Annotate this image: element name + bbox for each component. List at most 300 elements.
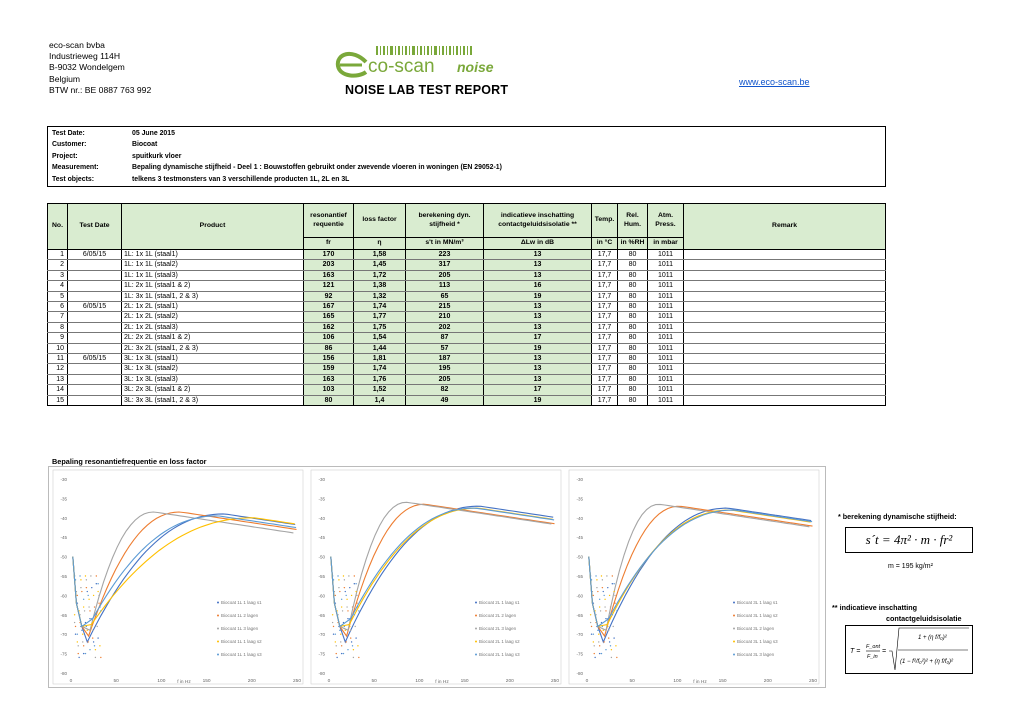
table-row [48,354,886,364]
cell-resonance: 92 [304,291,354,301]
scatter-point [89,649,90,650]
cell-stiffness: 65 [406,291,484,301]
y-tick-label: -45 [576,535,583,541]
scatter-point [616,657,617,658]
scatter-point [75,634,76,635]
scatter-point [92,637,93,638]
isolation-note-subtitle: contactgeluidsisolatie [886,614,962,623]
cell-no: 3 [48,270,68,280]
scatter-point [594,645,595,646]
legend-entry: Biocoat 1L 1 laag s2 [221,639,262,644]
scatter-point [349,626,350,627]
cell-resonance: 121 [304,281,354,291]
scatter-point [591,579,592,580]
svg-text:(1 − f²/f₀²)² + (η f/f₀)²: (1 − f²/f₀²)² + (η f/f₀)² [900,659,954,665]
scatter-point [93,595,94,596]
scatter-point [346,606,347,607]
scatter-point [78,645,79,646]
chart-frame [569,470,819,684]
cell-isolation: 17 [484,385,592,395]
cell-product: 2L: 1x 2L (staal1) [122,302,304,312]
cell-resonance: 86 [304,343,354,353]
info-label: Customer: [52,141,87,149]
cell-humidity: 80 [618,374,648,384]
cell-pressure: 1011 [648,281,684,291]
scatter-point [336,645,337,646]
scatter-point [94,645,95,646]
scatter-point [355,591,356,592]
scatter-point [93,641,94,642]
cell-humidity: 80 [618,281,648,291]
scatter-point [344,626,345,627]
header-stiffness: berekening dyn. stijfheid * [406,204,484,238]
cell-remark [684,395,886,405]
cell-humidity: 80 [618,291,648,301]
cell-date [68,312,122,322]
scatter-point [607,618,608,619]
company-street: Industrieweg 114H [49,51,121,62]
scatter-point [591,626,592,627]
cell-isolation: 17 [484,333,592,343]
scatter-point [96,575,97,576]
y-tick-label: -45 [318,535,325,541]
cell-resonance: 163 [304,374,354,384]
scatter-point [347,649,348,650]
cell-stiffness: 82 [406,385,484,395]
y-tick-label: -40 [576,515,583,521]
table-row [48,343,886,353]
company-country: Belgium [49,73,81,84]
cell-resonance: 80 [304,395,354,405]
scatter-point [604,599,605,600]
cell-remark [684,250,886,260]
legend-marker [733,654,735,656]
cell-isolation: 13 [484,270,592,280]
scatter-point [97,583,98,584]
scatter-point [345,595,346,596]
header-fr-unit: fr [304,238,354,250]
scatter-point [603,641,604,642]
mass-value: m = 195 kg/m² [888,563,933,570]
scatter-point [609,641,610,642]
x-tick-label: 150 [460,679,469,684]
scatter-point [602,579,603,580]
legend-entry: Biocoat 3L 1 laag s2 [737,613,778,618]
header-pressure-unit: in mbar [648,238,684,250]
y-tick-label: -40 [318,515,325,521]
x-tick-label: 250 [292,679,302,684]
scatter-point [346,599,347,600]
y-tick-label: -30 [60,477,67,482]
scatter-point [345,630,346,631]
scatter-point [85,653,86,654]
scatter-point [590,622,591,623]
x-tick-label: 50 [113,679,119,684]
cell-humidity: 80 [618,260,648,270]
info-row [52,139,881,150]
cell-date: 6/05/15 [68,250,122,260]
cell-stiffness: 49 [406,395,484,405]
scatter-point [78,657,79,658]
cell-stiffness: 195 [406,364,484,374]
cell-isolation: 13 [484,302,592,312]
info-label: Test Date: [52,130,85,137]
logo-main-text: co-scan [368,56,435,77]
cell-pressure: 1011 [648,395,684,405]
scatter-point [333,626,334,627]
info-row [52,128,881,139]
cell-product: 3L: 3x 3L (staal1, 2 & 3) [122,395,304,405]
scatter-point [603,591,604,592]
cell-pressure: 1011 [648,260,684,270]
y-tick-label: -35 [60,496,67,502]
cell-product: 1L: 1x 1L (staal3) [122,270,304,280]
scatter-point [91,587,92,588]
info-value: 05 June 2015 [132,130,175,137]
svg-text:F_in: F_in [867,654,878,660]
cell-date [68,343,122,353]
legend-marker [475,628,477,630]
cell-humidity: 80 [618,395,648,405]
header-remark: Remark [684,204,886,250]
scatter-point [603,595,604,596]
cell-humidity: 80 [618,364,648,374]
cell-temp: 17,7 [592,364,618,374]
header-humidity: Rel. Hum. [618,204,648,238]
cell-pressure: 1011 [648,312,684,322]
legend-marker [217,628,219,630]
scatter-point [85,575,86,576]
x-tick-label: 50 [629,679,635,684]
scatter-point [608,637,609,638]
scatter-point [607,626,608,627]
cell-product: 3L: 1x 3L (staal3) [122,374,304,384]
cell-resonance: 170 [304,250,354,260]
logo-suffix-text: noise [457,59,494,75]
y-tick-label: -40 [60,515,67,521]
cell-isolation: 19 [484,343,592,353]
cell-resonance: 106 [304,333,354,343]
cell-loss-factor: 1,4 [354,395,406,405]
scatter-point [601,653,602,654]
scatter-point [605,649,606,650]
scatter-point [87,595,88,596]
scatter-point [84,610,85,611]
scatter-point [355,583,356,584]
cell-remark [684,364,886,374]
cell-humidity: 80 [618,302,648,312]
scatter-point [350,637,351,638]
scatter-point [95,657,96,658]
cell-date [68,260,122,270]
cell-temp: 17,7 [592,250,618,260]
cell-stiffness: 223 [406,250,484,260]
info-row [52,151,881,162]
table-row [48,250,886,260]
scatter-point [335,634,336,635]
cell-product: 3L: 1x 3L (staal1) [122,354,304,364]
cell-no: 4 [48,281,68,291]
info-row [52,162,881,173]
scatter-point [351,641,352,642]
y-tick-label: -80 [576,671,583,676]
header-no: No. [48,204,68,250]
svg-text:=: = [882,648,887,655]
cell-pressure: 1011 [648,374,684,384]
x-tick-label: 200 [505,679,514,684]
scatter-point [74,622,75,623]
chart-panel [311,470,561,685]
cell-loss-factor: 1,54 [354,333,406,343]
header-pressure: Atm. Press. [648,204,684,238]
scatter-point [332,622,333,623]
header-isolation: indicatieve inschatting contactgeluidsisolatie ** [484,204,592,238]
legend-marker [475,615,477,617]
cell-remark [684,312,886,322]
cell-pressure: 1011 [648,270,684,280]
x-tick-label: 200 [247,679,256,684]
isolation-note-title: ** indicatieve inschatting [832,603,918,612]
info-value: telkens 3 testmonsters van 3 verschillende producten 1L, 2L en 3L [132,175,350,183]
header-humidity-unit: in %RH [618,238,648,250]
legend-entry: Biocoat 2L 2 lagen [479,613,517,618]
y-tick-label: -70 [318,632,325,638]
y-tick-label: -65 [60,612,67,618]
legend-marker [733,628,735,630]
chart-frame [53,470,303,684]
scatter-point [607,587,608,588]
y-tick-label: -30 [576,477,583,482]
scatter-point [338,579,339,580]
scatter-point [357,645,358,646]
scatter-point [344,579,345,580]
legend-entry: Biocoat 3L 1 laag s3 [737,639,778,644]
cell-remark [684,281,886,291]
scatter-point [341,653,342,654]
y-tick-label: -80 [318,671,325,676]
cell-product: 1L: 1x 1L (staal1) [122,250,304,260]
cell-humidity: 80 [618,333,648,343]
cell-isolation: 13 [484,374,592,384]
scatter-point [90,575,91,576]
info-value: Biocoat [132,141,158,149]
cell-humidity: 80 [618,322,648,332]
scatter-point [602,587,603,588]
x-tick-label: 100 [157,679,166,684]
cell-date: 6/05/15 [68,302,122,312]
scatter-point [87,641,88,642]
scatter-point [87,591,88,592]
cell-product: 2L: 3x 2L (staal1, 2 & 3) [122,343,304,353]
scatter-point [353,657,354,658]
table-row [48,385,886,395]
scatter-point [335,641,336,642]
svg-text:T =: T = [850,648,861,655]
company-address [49,40,151,96]
header-temp-unit: in °C [592,238,618,250]
cell-isolation: 13 [484,260,592,270]
legend-entry: Biocoat 1L 1 laag s3 [221,652,262,657]
scatter-point [606,575,607,576]
scatter-point [333,579,334,580]
cell-isolation: 13 [484,312,592,322]
scatter-point [77,595,78,596]
scatter-point [83,645,84,646]
cell-remark [684,374,886,384]
info-value: spuitkurk vloer [132,152,182,160]
scatter-point [343,653,344,654]
cell-temp: 17,7 [592,291,618,301]
y-tick-label: -35 [318,496,325,502]
cell-remark [684,333,886,343]
cell-pressure: 1011 [648,354,684,364]
y-tick-label: -60 [576,593,583,599]
table-row [48,302,886,312]
cell-stiffness: 205 [406,270,484,280]
cell-pressure: 1011 [648,343,684,353]
cell-date [68,270,122,280]
table-row [48,322,886,332]
cell-no: 2 [48,260,68,270]
x-tick-label: 250 [808,679,818,684]
scatter-point [352,645,353,646]
cell-date [68,281,122,291]
cell-loss-factor: 1,76 [354,374,406,384]
scatter-point [344,587,345,588]
legend-entry: Biocoat 1L 3 lagen [221,626,259,631]
scatter-point [341,606,342,607]
legend-entry: Biocoat 2L 3 lagen [479,626,517,631]
legend-marker [217,602,219,604]
scatter-point [75,579,76,580]
header-stiffness-unit: s't in MN/m³ [406,238,484,250]
scatter-point [354,583,355,584]
legend-entry: Biocoat 1L 1 laag s1 [221,600,262,605]
header-resonance: resonantief requentie [304,204,354,238]
results-body [48,250,886,406]
cell-product: 1L: 2x 1L (staal1 & 2) [122,281,304,291]
cell-loss-factor: 1,38 [354,281,406,291]
scatter-point [340,634,341,635]
cell-loss-factor: 1,72 [354,270,406,280]
scatter-point [616,610,617,611]
scatter-point [94,606,95,607]
cell-remark [684,385,886,395]
cell-no: 11 [48,354,68,364]
scatter-point [342,610,343,611]
isolation-formula-image [845,625,973,674]
cell-loss-factor: 1,44 [354,343,406,353]
cell-isolation: 13 [484,364,592,374]
scatter-point [358,610,359,611]
y-tick-label: -50 [318,554,325,560]
scatter-point [82,634,83,635]
scatter-point [80,587,81,588]
y-tick-label: -80 [60,671,67,676]
cell-isolation: 13 [484,250,592,260]
stiffness-note-title: * berekening dynamische stijfheid: [838,512,957,521]
x-tick-label: 150 [718,679,727,684]
scatter-point [595,575,596,576]
svg-text:1 + (η f/f₀)²: 1 + (η f/f₀)² [918,635,947,641]
cell-no: 6 [48,302,68,312]
cell-loss-factor: 1,45 [354,260,406,270]
scatter-point [336,657,337,658]
scatter-point [349,587,350,588]
scatter-point [336,653,337,654]
scatter-point [356,595,357,596]
scatter-point [599,606,600,607]
scatter-point [354,575,355,576]
x-axis-label: f in Hz [435,680,449,685]
legend-entry: Biocoat 2L 1 laag s3 [479,652,520,657]
y-tick-label: -35 [576,496,583,502]
cell-date [68,364,122,374]
cell-humidity: 80 [618,354,648,364]
y-tick-label: -45 [60,535,67,541]
x-axis-label: f in Hz [693,680,707,685]
scatter-point [613,583,614,584]
scatter-point [593,595,594,596]
legend-marker [733,615,735,617]
y-tick-label: -60 [318,593,325,599]
scatter-point [355,626,356,627]
scatter-point [89,610,90,611]
cell-pressure: 1011 [648,333,684,343]
scatter-point [100,610,101,611]
scatter-point [92,630,93,631]
legend-marker [475,641,477,643]
scatter-point [610,645,611,646]
scatter-point [599,599,600,600]
cell-loss-factor: 1,52 [354,385,406,395]
header-loss-factor: loss factor [354,204,406,238]
scatter-point [612,583,613,584]
table-row [48,395,886,405]
svg-text:F_ont: F_ont [866,644,881,650]
scatter-point [590,614,591,615]
cell-resonance: 159 [304,364,354,374]
isolation-formula-graphic [846,626,974,675]
website-link[interactable]: www.eco-scan.be [739,77,810,87]
cell-temp: 17,7 [592,312,618,322]
scatter-point [88,599,89,600]
cell-stiffness: 87 [406,333,484,343]
scatter-point [596,587,597,588]
scatter-point [98,595,99,596]
y-tick-label: -50 [576,554,583,560]
scatter-point [591,634,592,635]
scatter-point [615,645,616,646]
cell-stiffness: 187 [406,354,484,364]
cell-temp: 17,7 [592,374,618,384]
scatter-point [598,634,599,635]
cell-loss-factor: 1,81 [354,354,406,364]
header-loss-unit: η [354,238,406,250]
scatter-point [611,657,612,658]
cell-temp: 17,7 [592,302,618,312]
scatter-point [602,626,603,627]
scatter-point [605,610,606,611]
legend-marker [733,641,735,643]
scatter-point [597,630,598,631]
y-tick-label: -75 [576,651,583,657]
test-info-box [47,126,886,187]
scatter-point [354,614,355,615]
cell-stiffness: 210 [406,312,484,322]
legend-marker [217,641,219,643]
scatter-point [598,641,599,642]
